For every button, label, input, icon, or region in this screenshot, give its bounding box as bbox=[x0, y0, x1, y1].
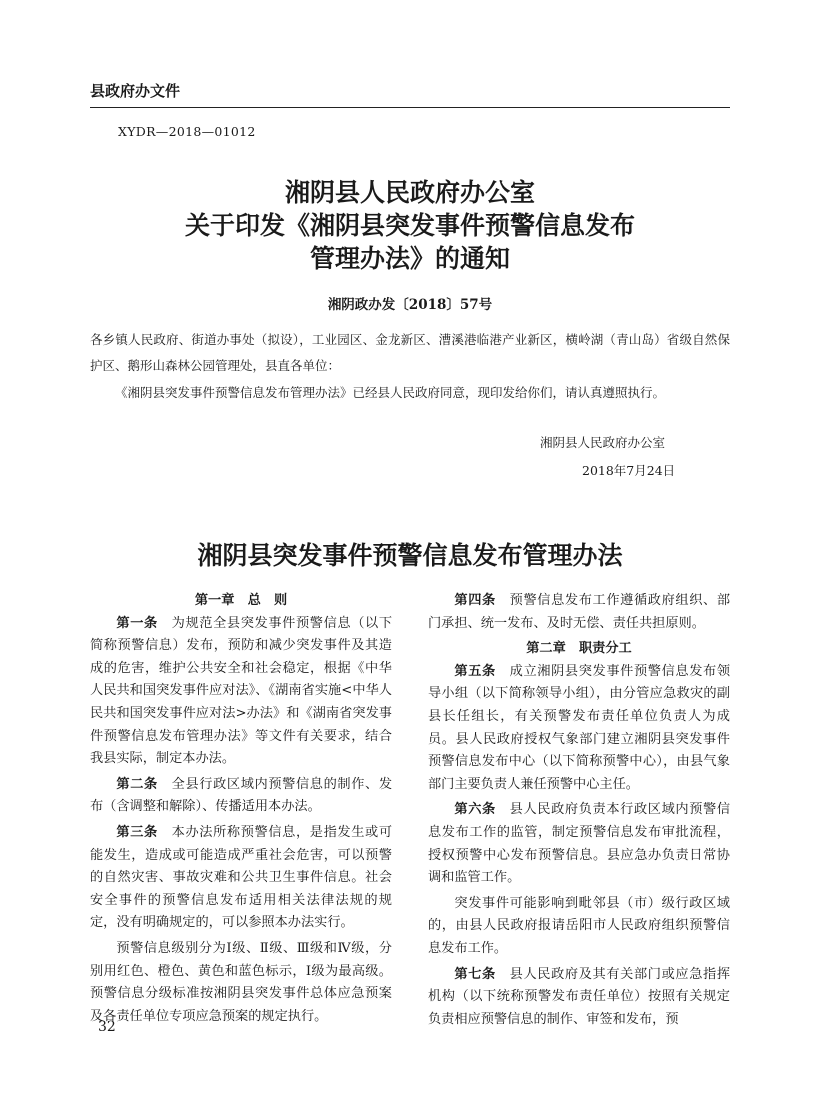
article-6-paragraph-2: 突发事件可能影响到毗邻县（市）级行政区域的，由县人民政府报请岳阳市人民政府组织预警信息发布工作。 bbox=[428, 895, 730, 956]
article-number: 第三条 bbox=[116, 824, 158, 840]
article-number: 第一条 bbox=[116, 615, 158, 631]
article-1 bbox=[90, 613, 392, 771]
article-3-paragraph-2: 预警信息级别分为Ⅰ级、Ⅱ级、Ⅲ级和Ⅳ级，分别用红色、橙色、黄色和蓝色标示，Ⅰ级为最高级。预警信息分级标准按湘阴县突发事件总体应急预案及各责任单位专项应急预案的规定执行。 bbox=[90, 940, 392, 1024]
issue-number: 湘阴政办发〔2018〕57号 bbox=[327, 297, 493, 313]
article-text: 县人民政府及其有关部门或应急指挥机构（以下统称预警发布责任单位）按照有关规定负责相应预警信息的制作、审签和发布，预 bbox=[428, 966, 731, 1027]
title-line-3: 管理办法》的通知 bbox=[309, 244, 510, 273]
article-4 bbox=[428, 590, 730, 635]
left-column bbox=[90, 590, 392, 1031]
article-text: 预警信息发布工作遵循政府组织、部门承担、统一发布、及时无偿、责任共担原则。 bbox=[428, 593, 731, 631]
article-text: 成立湘阴县突发事件预警信息发布领导小组（以下简称领导小组），由分管应急救灾的副县长任组长，有关预警发布责任单位负责人为成员。县人民政府授权气象部门建立湘阴县突发事件预警信息发布中心（以下简称预警中心），由县气象部门主要负责人兼任预警中心主任。 bbox=[428, 663, 731, 792]
article-number: 第五条 bbox=[454, 663, 496, 679]
header-label: 县政府办文件 bbox=[90, 82, 181, 100]
article-5 bbox=[428, 661, 730, 797]
article-number: 第七条 bbox=[454, 966, 496, 982]
document-header bbox=[90, 80, 730, 108]
regulations-title: 湘阴县突发事件预警信息发布管理办法 bbox=[197, 541, 623, 570]
title-line-2: 关于印发《湘阴县突发事件预警信息发布 bbox=[184, 211, 635, 240]
right-column bbox=[428, 590, 730, 1034]
article-number: 第二条 bbox=[116, 776, 158, 792]
chapter-heading: 第二章 职责分工 bbox=[526, 641, 632, 657]
article-text: 为规范全县突发事件预警信息（以下简称预警信息）发布，预防和减少突发事件及其造成的危害，维护公共安全和社会稳定，根据《中华人民共和国突发事件应对法》、《湖南省实施<中华人民共和国突发事件应对法>办法》和《湖南省突发事件预警信息发布管理办法》等文件有关要求，结合我县实际，制定本办法。 bbox=[90, 615, 393, 767]
article-text: 县人民政府负责本行政区域内预警信息发布工作的监管，制定预警信息发布审批流程，授权预警中心发布预警信息。县应急办负责日常协调和监管工作。 bbox=[428, 802, 731, 886]
signature-date: 2018年7月24日 bbox=[582, 463, 676, 478]
article-3 bbox=[90, 822, 392, 935]
notice-body: 《湘阴县突发事件预警信息发布管理办法》已经县人民政府同意，现印发给你们，请认真遵照执行。 bbox=[115, 385, 666, 400]
signature-org: 湘阴县人民政府办公室 bbox=[540, 435, 666, 450]
article-2 bbox=[90, 774, 392, 819]
page-number: 32 bbox=[98, 1019, 116, 1035]
article-number: 第四条 bbox=[454, 593, 496, 608]
addressee: 各乡镇人民政府、街道办事处（拟设），工业园区、金龙新区、漕溪港临港产业新区，横岭湖（青山岛）省级自然保护区、鹅形山森林公园管理处，县直各单位： bbox=[90, 332, 730, 373]
article-7 bbox=[428, 964, 730, 1032]
chapter-heading: 第一章 总 则 bbox=[194, 593, 288, 608]
article-number: 第六条 bbox=[454, 802, 496, 818]
article-6 bbox=[428, 799, 730, 889]
article-text: 全县行政区域内预警信息的制作、发布（含调整和解除）、传播适用本办法。 bbox=[90, 776, 393, 815]
notice-title bbox=[90, 176, 730, 275]
article-text: 本办法所称预警信息，是指发生或可能发生，造成或可能造成严重社会危害，可以预警的自然灾害、事故灾难和公共卫生事件信息。社会安全事件的预警信息发布适用相关法律法规的规定，没有明确规定的，可以参照本办法实行。 bbox=[90, 824, 393, 931]
title-line-1: 湘阴县人民政府办公室 bbox=[284, 178, 535, 207]
document-number: XYDR—2018—01012 bbox=[118, 124, 256, 139]
